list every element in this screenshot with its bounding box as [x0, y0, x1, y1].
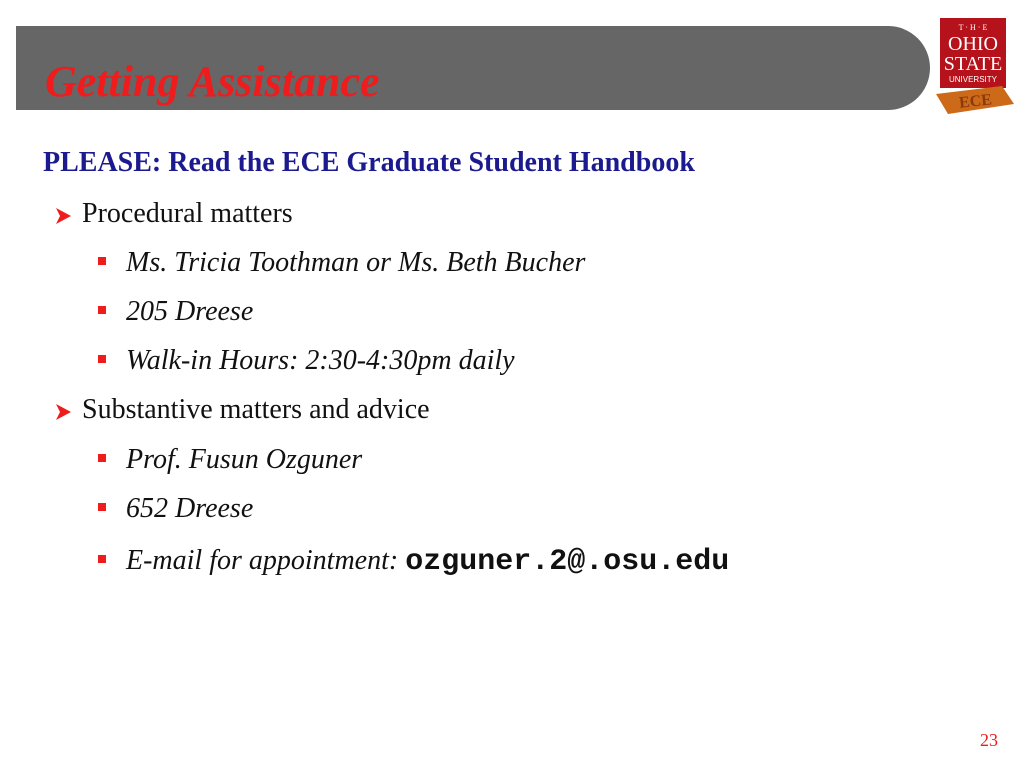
list-item-procedural: [46, 197, 293, 231]
slide-title: Getting Assistance: [45, 57, 380, 106]
square-bullet-icon: [98, 454, 106, 462]
list-item-text: Prof. Fusun Ozguner: [126, 444, 363, 475]
logo-text-ece: ECE: [958, 91, 993, 112]
list-item: [98, 246, 585, 280]
square-bullet-icon: [98, 355, 106, 363]
list-item-label: Substantive matters and advice: [82, 394, 430, 425]
square-bullet-icon: [98, 257, 106, 265]
square-bullet-icon: [98, 503, 106, 511]
list-item-label: Procedural matters: [82, 198, 293, 229]
list-item: [98, 492, 253, 526]
handbook-heading: PLEASE: Read the ECE Graduate Student Handbook: [43, 147, 695, 178]
ohio-state-ece-logo: [932, 12, 1016, 116]
arrow-bullet-icon: [46, 205, 82, 227]
arrow-bullet-icon: [46, 401, 82, 423]
logo-text-ohio: OHIO: [948, 33, 998, 55]
list-item: [98, 344, 515, 378]
list-item: [98, 295, 253, 329]
logo-text-state: STATE: [943, 53, 1003, 75]
list-item-substantive: [46, 393, 430, 427]
logo-text-the: T · H · E: [958, 23, 988, 32]
square-bullet-icon: [98, 306, 106, 314]
list-item-email: [98, 544, 729, 579]
list-item: [98, 443, 362, 477]
email-address[interactable]: ozguner.2@.osu.edu: [405, 545, 730, 579]
page-number: 23: [980, 730, 998, 750]
list-item-text: 205 Dreese: [126, 296, 254, 327]
logo-text-university: UNIVERSITY: [948, 75, 998, 84]
list-item-text: 652 Dreese: [126, 493, 254, 524]
list-item-text: Walk-in Hours: 2:30-4:30pm daily: [126, 345, 515, 376]
email-prompt: E-mail for appointment:: [126, 545, 406, 576]
list-item-text: Ms. Tricia Toothman or Ms. Beth Bucher: [126, 247, 586, 278]
square-bullet-icon: [98, 555, 106, 563]
